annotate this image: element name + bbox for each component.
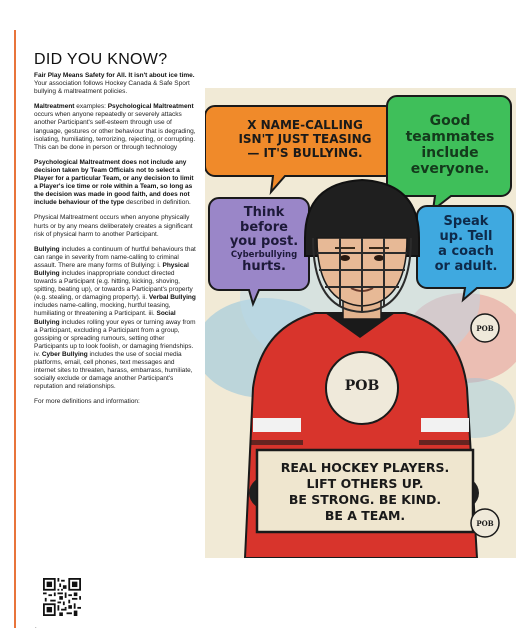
jersey-logo: POB <box>344 378 380 394</box>
anti-bullying-poster <box>205 88 516 558</box>
bubble-text-include-everyone: Good teammates include everyone. <box>405 113 495 177</box>
paragraph-more-info: For more definitions and information: <box>34 398 140 406</box>
bubble-text-name-calling: X NAME-CALLING ISN'T JUST TEASING — IT'S BULLYING. <box>238 118 372 160</box>
article-text <box>34 72 198 413</box>
page-heading: DID YOU KNOW? <box>34 50 168 68</box>
paragraph-maltreatment: Maltreatment examples: Psychological Maltreatment occurs when anyone repeatedly or severely attacks another Participant's self-esteem through use of language, gestures or other behaviour that is degrading, isolating, humiliating, terrorizing, rejecting, or corrupting. This can be done in person or through technology <box>34 103 196 151</box>
sign-text: REAL HOCKEY PLAYERS. LIFT OTHERS UP. BE STRONG. BE KIND. BE A TEAM. <box>280 460 450 523</box>
paragraph-bullying: Bullying includes a continuum of hurtful behaviours that can range in severity from name-calling to criminal assault. There are many forms of Bullying: i. Physical Bullying includes inappropriate conduct directed towards a Participant (e.g. hitting, kicking, shoving, spitting, beating up), or towards a Participant's property (e.g. stealing, or damaging property). ii. Verbal Bullying includes name-calling, mocking, hurtful teasing, humiliating or threatening a Participant. iii. Social Bullying includes rolling your eyes or turning away from a Participant, excluding a Participant from a group, gossiping or spreading rumours, setting other Participants up to look foolish, or damaging friendships. iv. Cyber Bullying includes the use of social media platforms, email, cell phones, text messages and internet sites to threaten, harass, embarrass, humiliate, socially exclude or damage another Participant's reputation and relationships. <box>34 245 196 391</box>
paragraph-fair-play: Fair Play Means Safety for All. It isn't about ice time. Your association follows Hockey Canada & Safe Sport bullying & maltreatment policies. <box>34 72 195 96</box>
footer-mark: . <box>35 624 37 630</box>
paragraph-psych-exclusion: Psychological Maltreatment does not include any decision taken by Team Officials not to select a Player for a particular Team, or any decision to limit a Player's ice time or role within a Team, so long as the decision was made in good faith, and does not include behaviour of the type described in definition. <box>34 158 194 207</box>
paragraph-physical: Physical Maltreatment occurs when anyone physically hurts or by any means deliberately creates a significant risk of physical harm to another Participant. <box>34 214 193 238</box>
bubble-text-think-before-post: Think before you post. Cyberbullying hurts. <box>229 205 299 274</box>
bubble-text-speak-up: Speak up. Tell a coach or adult. <box>434 214 498 274</box>
logo-badge-upper-text: POB <box>476 324 494 333</box>
logo-badge-lower-text: POB <box>476 519 494 528</box>
accent-bar <box>14 30 16 628</box>
qr-code[interactable] <box>43 578 81 616</box>
